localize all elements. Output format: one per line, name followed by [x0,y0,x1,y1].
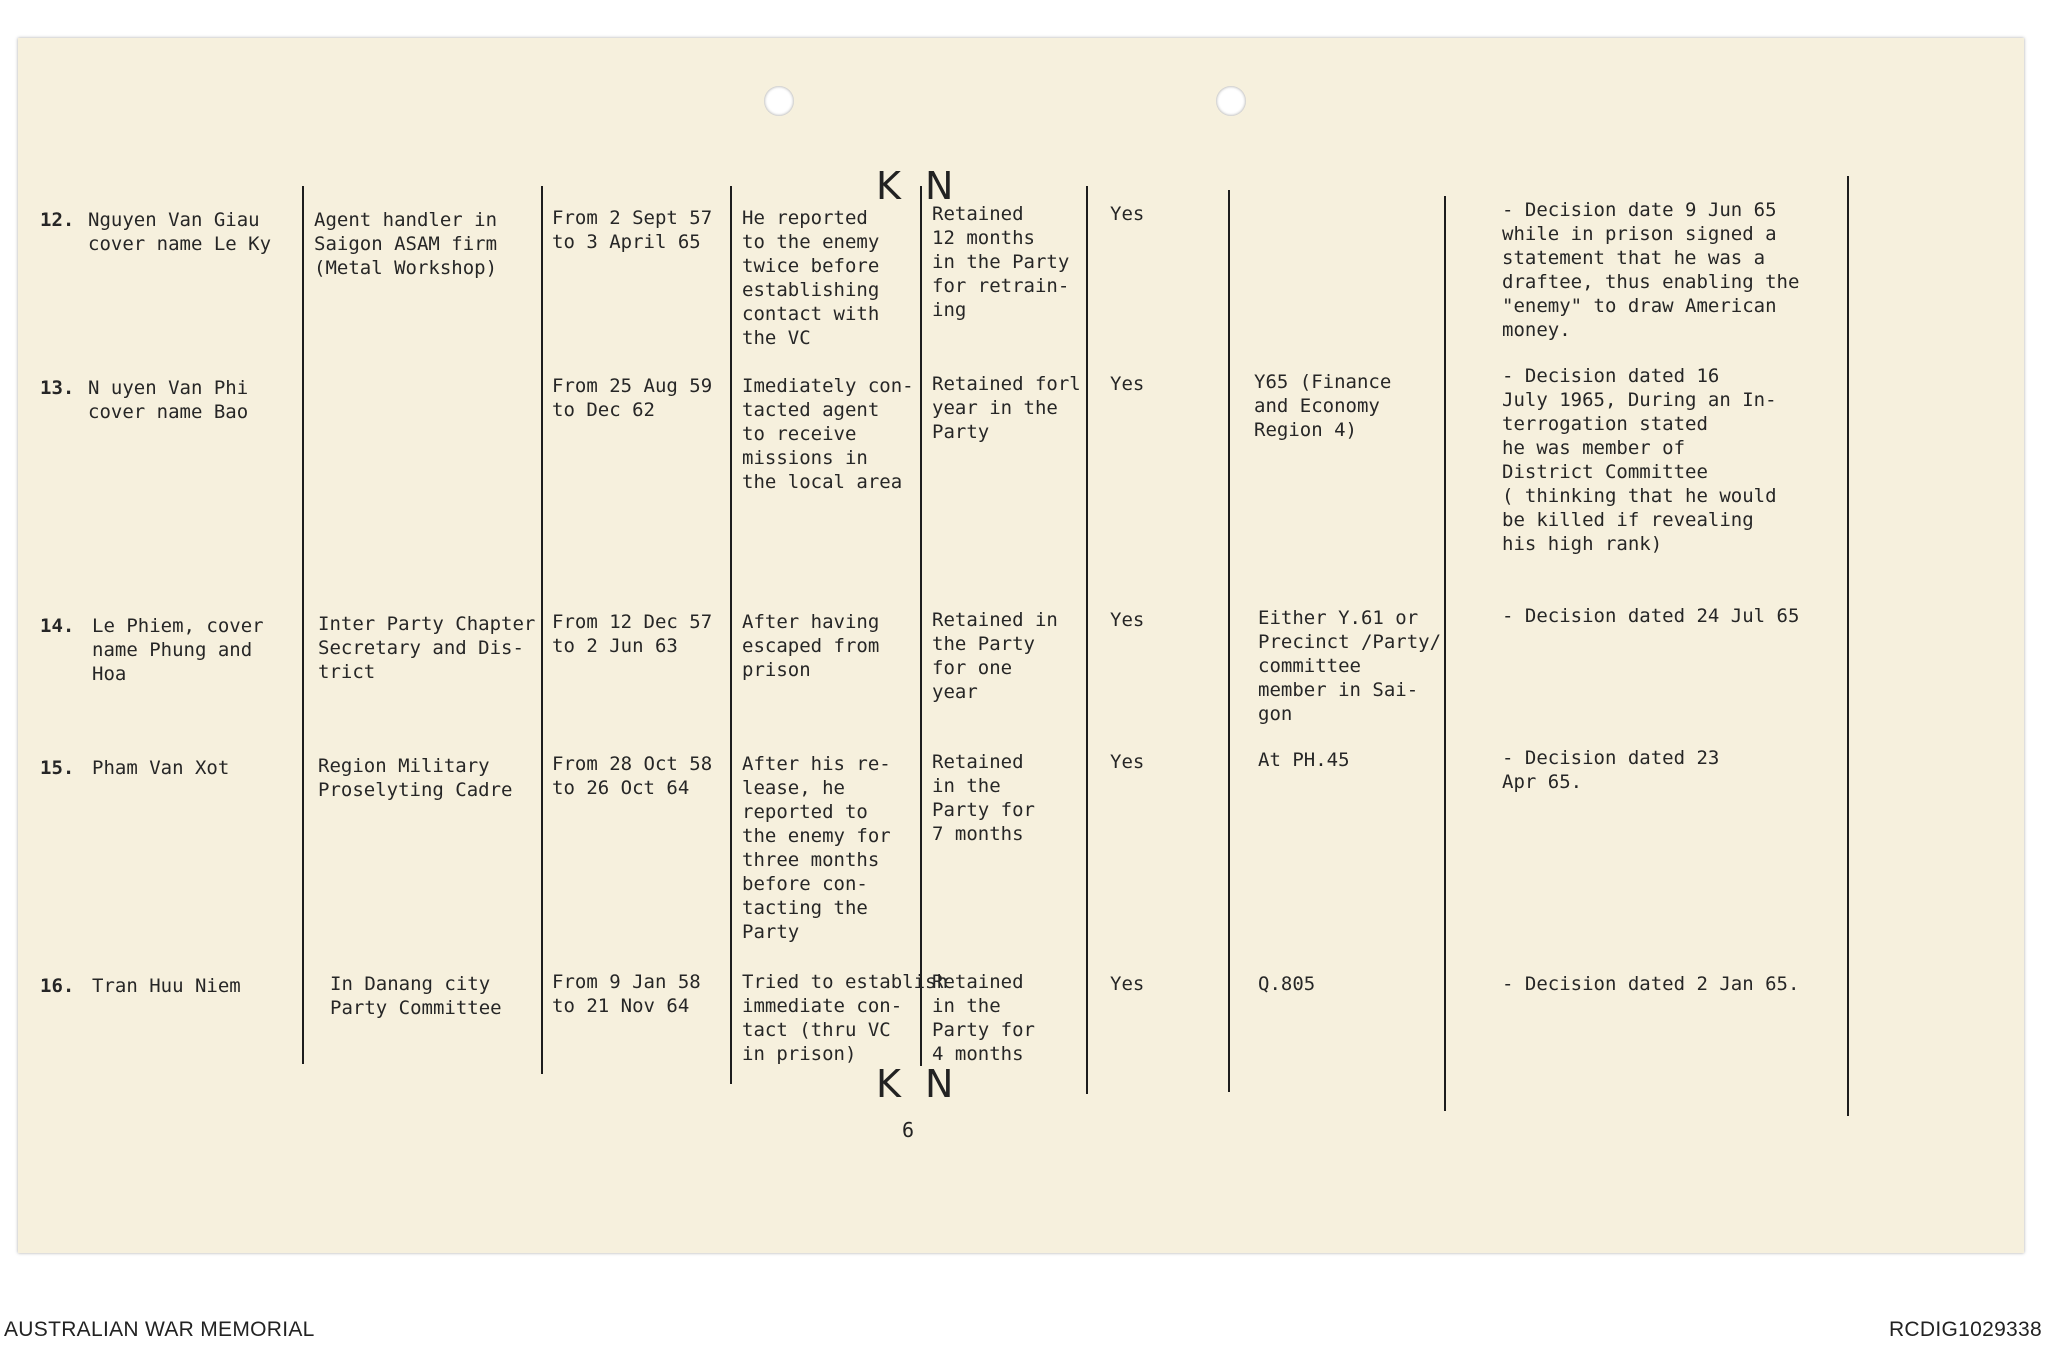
retained-cell: Retained in the Party for 4 months [932,971,1035,1065]
decision-cell: - Decision dated 24 Jul 65 [1502,605,1800,627]
name-cell: Nguyen Van Giau cover name Le Ky [88,209,272,255]
row-number: 15. [40,757,75,779]
decision-cell: - Decision dated 2 Jan 65. [1502,973,1800,995]
decision-cell: - Decision date 9 Jun 65 while in prison signed a statement that he was a draftee, thus enabling the "enemy" to draw American money. [1502,199,1800,341]
column-divider [541,186,543,1074]
footer-credit: AUSTRALIAN WAR MEMORIAL [4,1318,315,1341]
row-number: 12. [40,209,75,231]
kin-stamp-top: K N [876,164,960,208]
page-number: 6 [902,1118,915,1142]
decision-cell: - Decision dated 23 Apr 65. [1502,747,1720,793]
period-cell: From 28 Oct 58 to 26 Oct 64 [552,753,713,799]
yes-cell: Yes [1110,203,1145,225]
decision-cell: - Decision dated 16 July 1965, During an In- terrogation stated he was member of District Committee ( thinking that he would be killed if revealing his high rank) [1502,365,1777,555]
document-page [18,38,2024,1253]
column-divider [730,186,732,1084]
retained-cell: Retained in the Party for 7 months [932,751,1035,845]
name-cell: N uyen Van Phi cover name Bao [88,377,249,423]
punch-hole-right [1216,86,1246,116]
action-cell: He reported to the enemy twice before establishing contact with the VC [742,207,880,349]
yes-cell: Yes [1110,973,1145,995]
detail-cell: At PH.45 [1258,749,1350,771]
position-cell: Agent handler in Saigon ASAM firm (Metal Workshop) [314,209,498,279]
action-cell: Imediately con- tacted agent to receive missions in the local area [742,375,914,493]
column-divider [1228,190,1230,1092]
retained-cell: Retained forl year in the Party [932,373,1081,443]
column-divider [1444,196,1446,1111]
footer-id: RCDIG1029338 [1888,1318,2042,1341]
yes-cell: Yes [1110,609,1145,631]
action-cell: Tried to establish immediate con- tact (thru VC in prison) [742,971,948,1065]
retained-cell: Retained 12 months in the Party for retrain- ing [932,203,1070,321]
period-cell: From 9 Jan 58 to 21 Nov 64 [552,971,701,1017]
yes-cell: Yes [1110,373,1145,395]
row-number: 14. [40,615,75,637]
period-cell: From 2 Sept 57 to 3 April 65 [552,207,713,253]
period-cell: From 25 Aug 59 to Dec 62 [552,375,713,421]
position-cell: In Danang city Party Committee [330,973,502,1019]
name-cell: Pham Van Xot [92,757,230,779]
detail-cell: Q.805 [1258,973,1316,995]
row-number: 16. [40,975,75,997]
position-cell: Inter Party Chapter Secretary and Dis- trict [318,613,536,683]
detail-cell: Y65 (Finance and Economy Region 4) [1254,371,1392,441]
position-cell: Region Military Proselyting Cadre [318,755,513,801]
action-cell: After his re- lease, he reported to the enemy for three months before con- tacting the Party [742,753,891,943]
detail-cell: Either Y.61 or Precinct /Party/ committee member in Sai- gon [1258,607,1442,725]
action-cell: After having escaped from prison [742,611,880,681]
yes-cell: Yes [1110,751,1145,773]
column-divider [1086,186,1088,1094]
column-divider [1847,176,1849,1116]
column-divider [302,186,304,1064]
row-number: 13. [40,377,75,399]
period-cell: From 12 Dec 57 to 2 Jun 63 [552,611,713,657]
column-divider [920,186,922,1066]
punch-hole-left [764,86,794,116]
name-cell: Tran Huu Niem [92,975,241,997]
retained-cell: Retained in the Party for one year [932,609,1058,703]
name-cell: Le Phiem, cover name Phung and Hoa [92,615,264,685]
kin-stamp-bottom: K N [876,1062,960,1106]
